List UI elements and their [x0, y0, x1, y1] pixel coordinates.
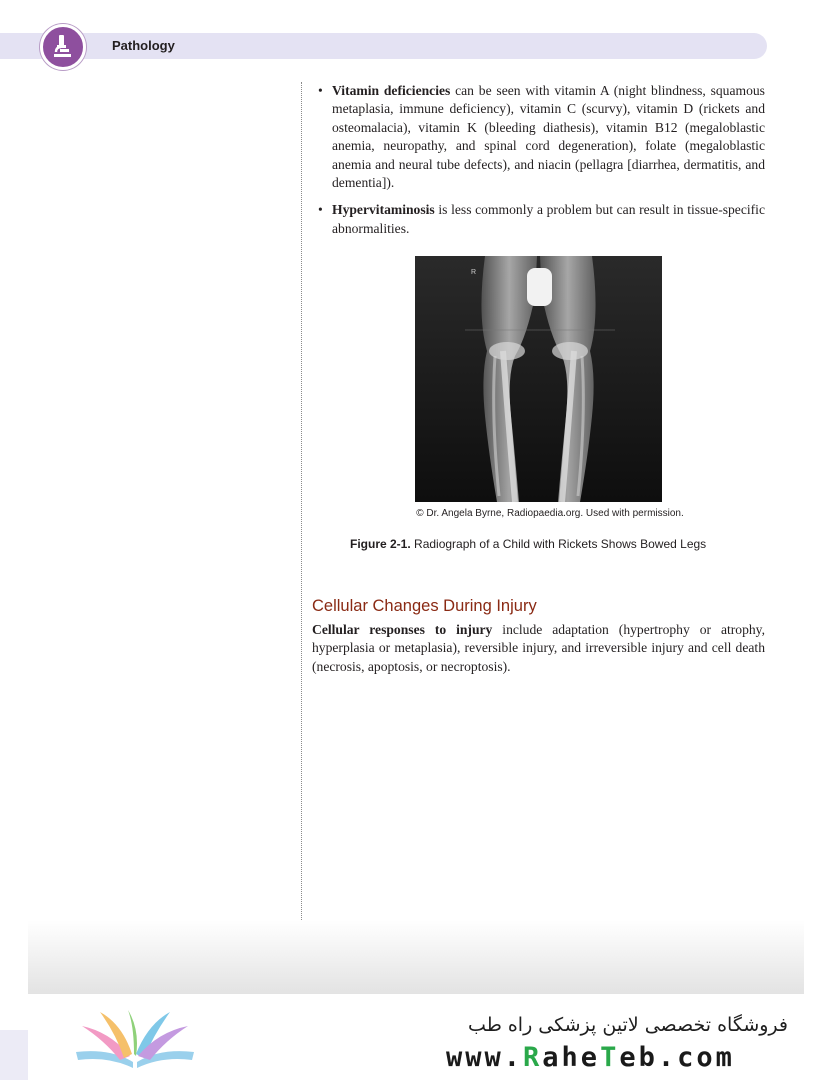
- figure-caption-label: Figure 2-1.: [350, 537, 411, 551]
- bullet-dot: •: [318, 202, 323, 218]
- bullet-dot: •: [318, 83, 323, 98]
- store-name-persian: فروشگاه تخصصی لاتین پزشکی راه طب: [468, 1014, 788, 1036]
- microscope-icon: [52, 34, 74, 62]
- bullet-list: [312, 82, 765, 238]
- url-accent-2: T: [600, 1042, 620, 1073]
- paragraph-term: Cellular responses to injury: [312, 622, 493, 637]
- url-prefix: www.: [446, 1042, 524, 1073]
- open-book-logo: [70, 1010, 200, 1070]
- section-paragraph: [312, 621, 765, 676]
- figure-caption: [350, 537, 706, 551]
- bullet-text: is less commonly a problem but can result in tissue-specific abnormalities.: [332, 202, 765, 236]
- store-url[interactable]: [446, 1042, 735, 1073]
- url-accent: R: [523, 1042, 543, 1073]
- column-divider: [301, 82, 302, 994]
- page-edge-strip: [0, 1030, 28, 1080]
- bullet-term: Vitamin deficiencies: [332, 83, 451, 98]
- running-header-title: Pathology: [112, 38, 175, 53]
- figure-caption-text: Radiograph of a Child with Rickets Shows Bowed Legs: [410, 537, 707, 551]
- page-bottom-shadow: [28, 920, 804, 994]
- figure-credit: © Dr. Angela Byrne, Radiopaedia.org. Used with permission.: [416, 508, 684, 519]
- main-content: [312, 82, 765, 247]
- header-logo: [40, 24, 86, 70]
- paragraph-text: include adaptation (hypertrophy or atrophy, hyperplasia or metaplasia), reversible injury, and irreversible injury and cell death (necrosis, apoptosis, or necroptosis).: [312, 622, 765, 674]
- url-suffix: eb.com: [619, 1042, 735, 1073]
- radiograph-marker: R: [471, 269, 477, 276]
- url-mid: ahe: [542, 1042, 601, 1073]
- bullet-term: Hypervitaminosis: [332, 202, 435, 218]
- bullet-text: can be seen with vitamin A (night blindness, squamous metaplasia, immune deficiency), vitamin C (scurvy), vitamin D (rickets and osteomalacia), vitamin K (bleeding diathesis), vitamin B12 (megaloblastic anemia, neuropathy, and spinal cord degeneration), folate (megaloblastic anemia and neural tube defects), and niacin (pellagra [diarrhea, dermatitis, and dementia]).: [332, 83, 765, 191]
- section-heading: Cellular Changes During Injury: [312, 597, 537, 615]
- list-item: [312, 82, 765, 192]
- radiograph-image: [415, 256, 662, 502]
- list-item: [312, 201, 765, 238]
